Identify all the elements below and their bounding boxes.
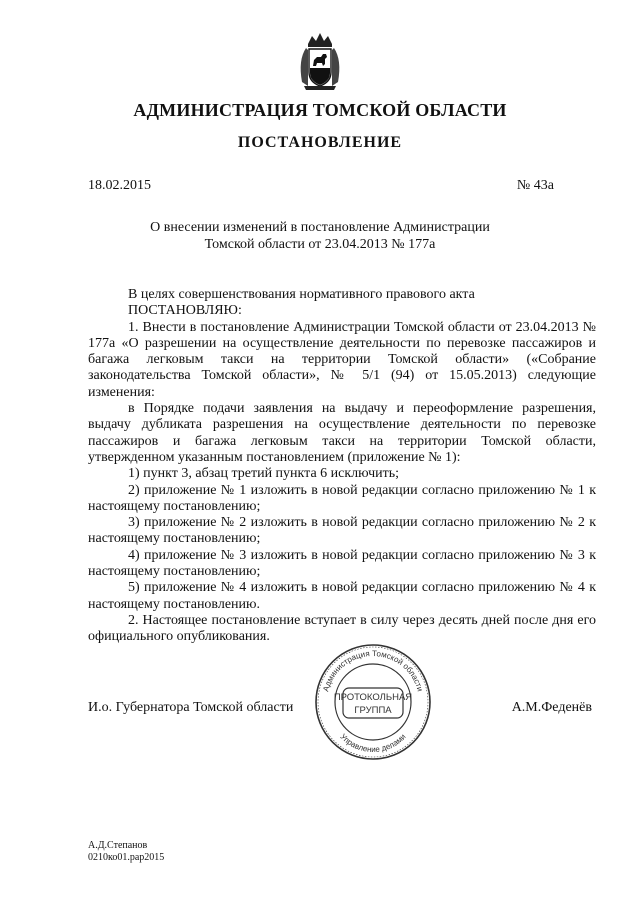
stamp-top-text: Администрация Томской области <box>321 648 425 693</box>
coat-of-arms-icon <box>296 30 344 92</box>
body-item-2: 2. Настоящее постановление вступает в силу через десять дней после дня его официального опубликования. <box>88 612 596 645</box>
body-subitem-1: 1) пункт 3, абзац третий пункта 6 исключить; <box>128 466 400 482</box>
signatory-position: И.о. Губернатора Томской области <box>88 700 294 715</box>
signatory-name: А.М.Феденёв <box>511 700 592 715</box>
document-type: ПОСТАНОВЛЕНИЕ <box>237 134 403 151</box>
official-stamp <box>313 642 433 762</box>
body-subitem-4: 4) приложение № 3 изложить в новой редакции согласно приложению № 3 к настоящему постановлению; <box>88 547 596 580</box>
stamp-inner-line-1: ПРОТОКОЛЬНАЯ <box>333 692 413 703</box>
subject-line-1: О внесении изменений в постановление Администрации <box>150 220 490 235</box>
subject-line-2: Томской области от 23.04.2013 № 177а <box>204 237 436 252</box>
document-number: № 43а <box>516 178 554 193</box>
body-item-1: 1. Внести в постановление Администрации Томской области от 23.04.2013 № 177а «О разрешении на осуществление деятельности по перевозке пассажиров и багажа легковым такси на территории Томской области» («Собрание законодательства Томской области», № 5/1 (94) от 15.05.2013) следующие изменения: <box>88 319 596 400</box>
document-subject <box>0 219 640 253</box>
body-subitem-3: 3) приложение № 2 изложить в новой редакции согласно приложению № 2 к настоящему постановлению; <box>88 515 596 547</box>
executor-info <box>88 840 164 864</box>
body-subitem-2: 2) приложение № 1 изложить в новой редакции согласно приложению № 1 к настоящему постановлению; <box>88 482 596 514</box>
stamp-inner-line-2: ГРУППА <box>354 705 392 716</box>
body-preamble: В целях совершенствования нормативного правового акта <box>128 287 475 302</box>
stamp-bottom-text: Управление делами <box>338 732 408 755</box>
document-body <box>88 287 596 646</box>
body-subitem-5: 5) приложение № 4 изложить в новой редакции согласно приложению № 4 к настоящему постановлению. <box>88 580 596 612</box>
executor-name: А.Д.Степанов <box>88 840 148 851</box>
body-resolve: ПОСТАНОВЛЯЮ: <box>128 303 242 319</box>
organization-title: АДМИНИСТРАЦИЯ ТОМСКОЙ ОБЛАСТИ <box>133 100 507 120</box>
executor-code: 0210ко01.рар2015 <box>88 852 165 863</box>
body-order-text: в Порядке подачи заявления на выдачу и переоформление разрешения, выдачу дубликата разрешения на осуществление деятельности по перевозке пассажиров и багажа легковым такси на территории Томской области, утвержденном указанным постановлением (приложение № 1): <box>88 401 596 465</box>
document-date: 18.02.2015 <box>88 178 151 193</box>
